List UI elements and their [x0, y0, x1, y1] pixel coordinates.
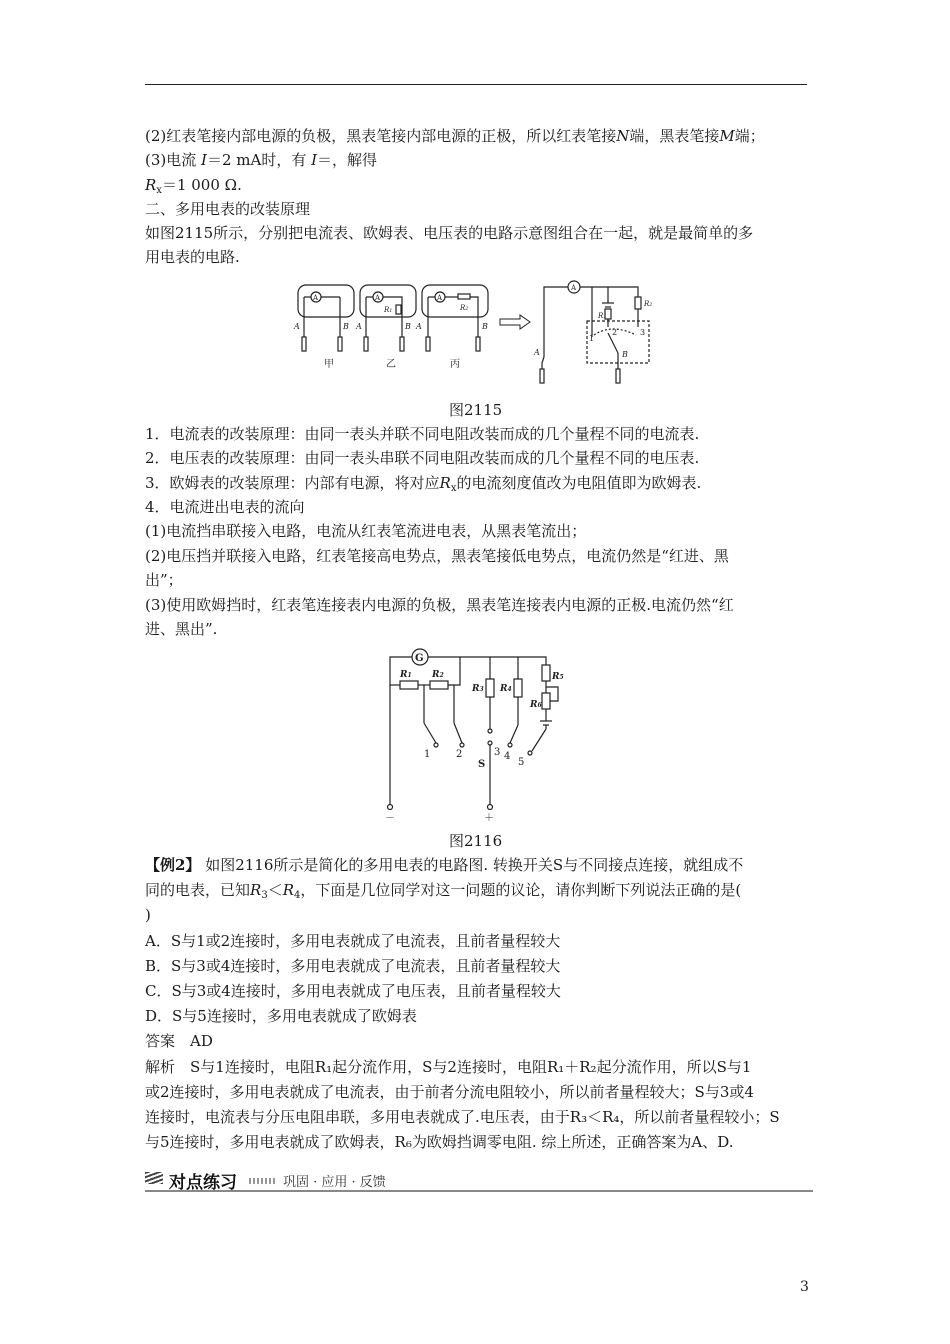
analysis-line: 或2连接时，多用电表就成了电流表，由于前者分流电阻较小，所以前者量程较大；S与3或4	[145, 1083, 754, 1101]
option-c: C．S与3或4连接时，多用电表就成了电压表，且前者量程较大	[145, 982, 561, 1000]
text-line: (2)电压挡并联接入电路，红表笔接高电势点，黑表笔接低电势点，电流仍然是“红进、黑	[145, 547, 729, 565]
svg-text:2: 2	[456, 749, 463, 760]
svg-text:R2: R2	[432, 670, 444, 680]
example-line: )	[145, 906, 151, 924]
svg-text:A: A	[356, 322, 362, 331]
text-line: 4．电流进出电表的流向	[145, 498, 305, 516]
text-line: (3)使用欧姆挡时，红表笔连接表内电源的负极，黑表笔连接表内电源的正极.电流仍然“红	[145, 596, 734, 614]
banner-dots	[249, 1178, 275, 1184]
section-heading: 二、多用电表的改装原理	[145, 200, 311, 218]
svg-text:A: A	[313, 294, 319, 302]
svg-text:2: 2	[612, 328, 618, 337]
analysis-line: 解析 S与1连接时，电阻R₁起分流作用，S与2连接时，电阻R₁＋R₂起分流作用，所以S与1	[145, 1058, 752, 1076]
option-b: B．S与3或4连接时，多用电表就成了电流表，且前者量程较大	[145, 957, 561, 975]
svg-text:R5: R5	[552, 672, 564, 682]
svg-text:A: A	[437, 294, 443, 302]
figure-caption: 图2116	[449, 832, 503, 850]
svg-text:－: －	[385, 813, 395, 824]
text-line: 3．欧姆表的改装原理：内部有电源，将对应$R_x$的电流刻度值改为电阻值即为欧姆表.	[145, 474, 702, 494]
svg-text:＋: ＋	[484, 813, 494, 824]
svg-text:R1: R1	[598, 312, 607, 320]
text-line: $R_x=1$ 000 Ω.	[145, 176, 242, 196]
example-line: 【例2】 如图2116所示是简化的多用电表的电路图. 转换开关S与不同接点连接，就组成不	[145, 856, 744, 874]
header-rule	[145, 84, 807, 85]
text-line: 如图2115所示，分别把电流表、欧姆表、电压表的电路示意图组合在一起，就是最简单的多	[145, 224, 754, 242]
svg-text:B: B	[405, 322, 411, 331]
svg-text:R6: R6	[530, 700, 542, 710]
text-line: (1)电流挡串联接入电路，电流从红表笔流进电表，从黑表笔流出；	[145, 522, 587, 540]
svg-text:R2: R2	[460, 304, 469, 312]
svg-text:R3: R3	[472, 684, 484, 694]
svg-text:1: 1	[424, 749, 431, 760]
svg-text:A: A	[416, 322, 422, 331]
svg-text:4: 4	[504, 751, 511, 762]
svg-text:乙: 乙	[386, 359, 396, 370]
banner-stripes-icon	[145, 1172, 163, 1184]
svg-text:3: 3	[494, 747, 501, 758]
figure-2115	[292, 277, 662, 387]
svg-text:R1: R1	[384, 306, 393, 314]
figure-2116	[380, 645, 570, 825]
svg-text:A: A	[375, 294, 381, 302]
svg-text:R4: R4	[500, 684, 512, 694]
section-banner	[145, 1166, 813, 1192]
svg-text:5: 5	[518, 757, 525, 768]
text-line: 1．电流表的改装原理：由同一表头并联不同电阻改装而成的几个量程不同的电流表.	[145, 425, 700, 443]
option-a: A．S与1或2连接时，多用电表就成了电流表，且前者量程较大	[145, 932, 561, 950]
text-line: (2)红表笔接内部电源的负极，黑表笔接内部电源的正极，所以红表笔接N端，黑表笔接M端；	[145, 127, 765, 145]
svg-text:A: A	[571, 284, 577, 292]
svg-text:3: 3	[640, 328, 646, 337]
svg-text:B: B	[622, 350, 628, 359]
circuit-box-jia	[298, 285, 354, 317]
page-number: 3	[800, 1279, 809, 1295]
svg-text:R2: R2	[644, 300, 653, 308]
svg-text:A: A	[534, 348, 540, 357]
banner-title: 对点练习	[169, 1173, 237, 1193]
text-line: 用电表的电路.	[145, 248, 240, 266]
svg-text:G: G	[415, 653, 424, 664]
option-d: D．S与5连接时，多用电表就成了欧姆表	[145, 1007, 417, 1025]
svg-text:A: A	[294, 322, 300, 331]
svg-text:R1: R1	[400, 670, 412, 680]
banner-subtitle: 巩固 · 应用 · 反馈	[283, 1175, 386, 1190]
answer: 答案 AD	[145, 1032, 213, 1050]
text-line: 出”；	[145, 571, 183, 589]
banner-rule	[145, 1190, 813, 1192]
svg-text:丙: 丙	[450, 359, 460, 370]
text-line: 进、黑出”.	[145, 620, 218, 638]
svg-text:B: B	[343, 322, 349, 331]
figure-caption: 图2115	[449, 401, 503, 419]
svg-text:S: S	[478, 759, 486, 770]
svg-text:B: B	[482, 322, 488, 331]
analysis-line: 连接时，电流表与分压电阻串联，多用电表就成了.电压表，由于R₃＜R₄，所以前者量程较小；S	[145, 1108, 780, 1126]
svg-text:甲: 甲	[324, 359, 334, 370]
text-line: (3)电流 I＝2 mA时，有 I＝，解得	[145, 151, 378, 169]
example-line: 同的电表，已知$R_3<R_4$，下面是几位同学对这一问题的议论，请你判断下列说法正确的是(	[145, 881, 742, 901]
svg-text:1: 1	[589, 334, 595, 343]
analysis-line: 与5连接时，多用电表就成了欧姆表，R₆为欧姆挡调零电阻. 综上所述，正确答案为A、D.	[145, 1133, 734, 1151]
text-line: 2．电压表的改装原理：由同一表头串联不同电阻改装而成的几个量程不同的电压表.	[145, 449, 700, 467]
